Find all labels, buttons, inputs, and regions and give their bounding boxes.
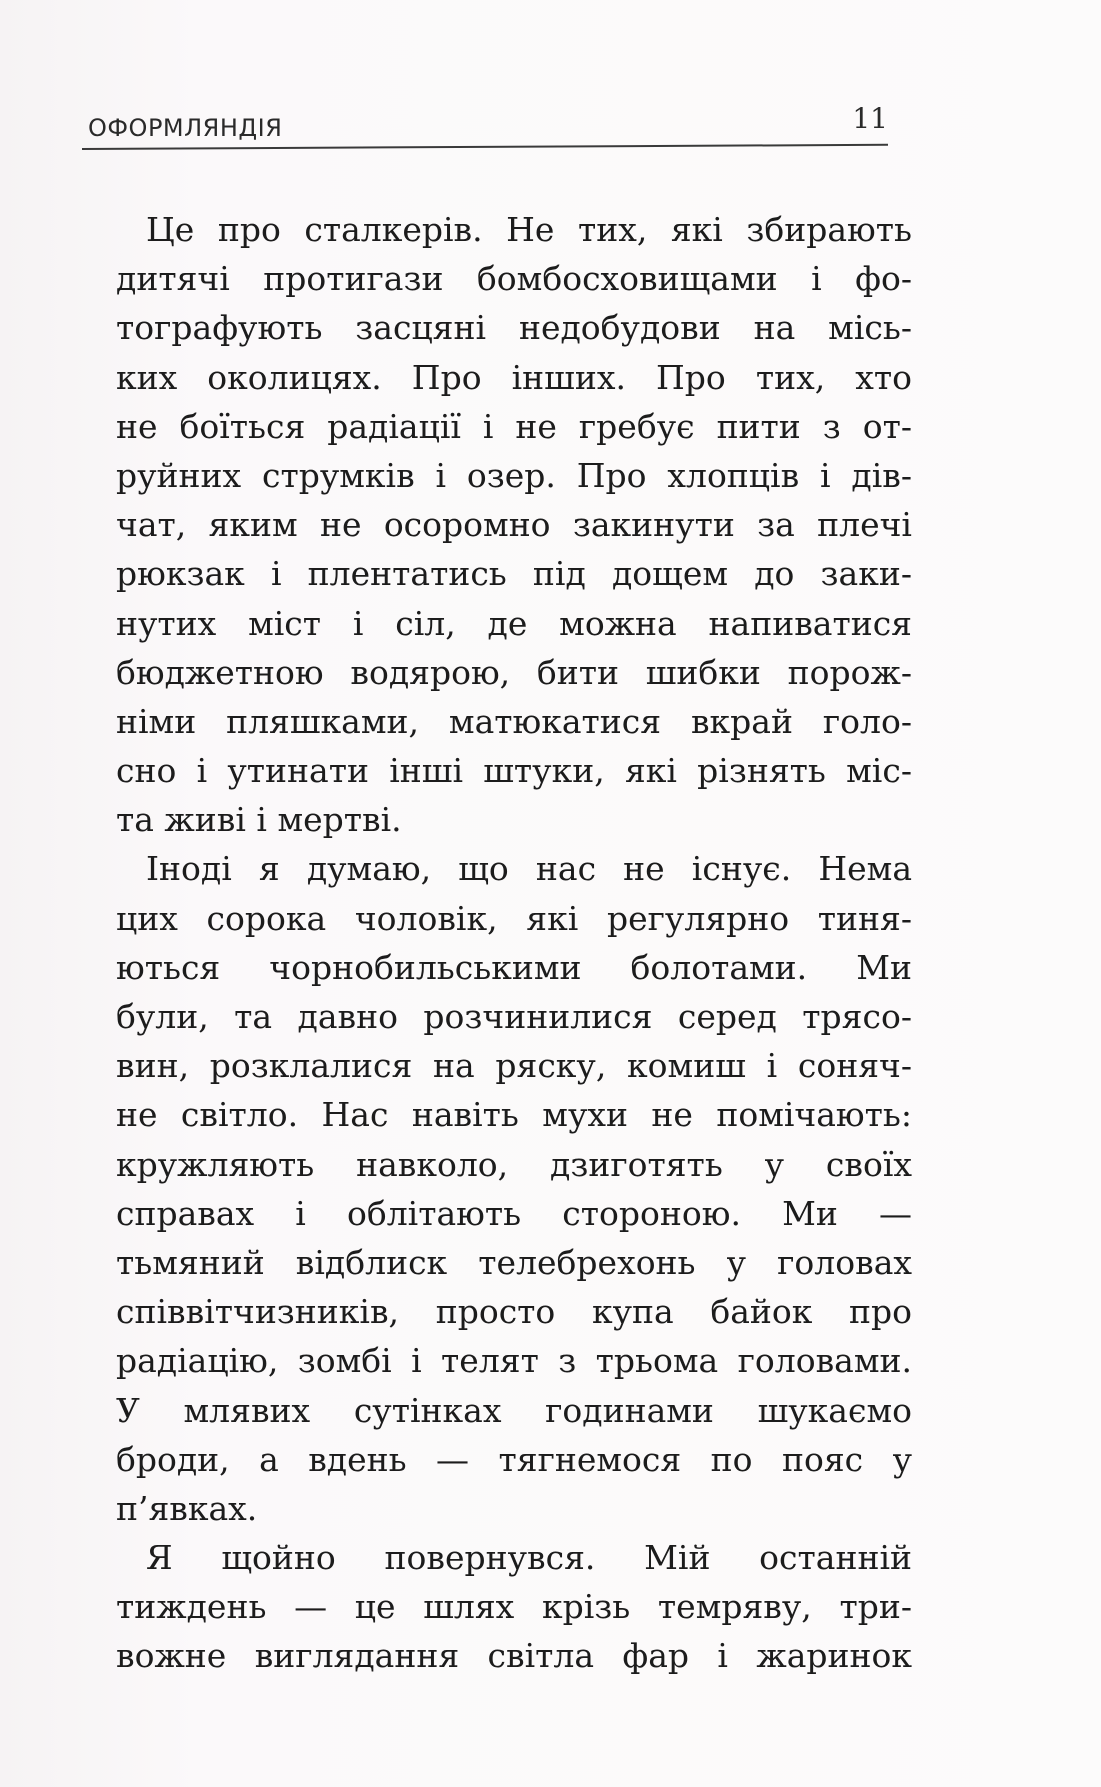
text-line: радіацію, зомбі і телят з трьома головами. [116,1341,912,1381]
text-line: броди, а вдень — тягнемося по пояс у [116,1439,912,1479]
text-line: сно і утинати інші штуки, які різнять міс- [116,751,912,791]
text-line: не боїться радіації і не гребує пити з от- [116,406,912,446]
text-line: Це про сталкерів. Не тих, які збирають [146,210,912,249]
paragraph-2 [116,844,912,1533]
body-text [116,205,912,1681]
text-line: руйних струмків і озер. Про хлопців і дів- [116,455,912,495]
paragraph-1 [116,205,912,844]
text-line: вожне виглядання світла фар і жаринок [116,1636,912,1676]
text-line: чат, яким не осоромно закинути за плечі [116,505,912,545]
text-line: тьмяний відблиск телебрехонь у головах [116,1242,912,1282]
running-head [88,100,888,148]
text-line: тиждень — це шлях крізь темряву, три- [116,1587,912,1627]
text-line: ких околицях. Про інших. Про тих, хто [116,357,912,397]
text-line: рюкзак і плентатись під дощем до заки- [116,554,912,594]
text-line: справах і облітають стороною. Ми — [116,1193,912,1233]
text-line: У млявих сутінках годинами шукаємо [116,1390,912,1430]
text-line: співвітчизників, просто купа байок про [116,1292,912,1332]
text-line: тографують засцяні недобудови на місь- [116,308,912,348]
text-line: бюджетною водярою, бити шибки порож- [116,652,912,692]
text-line: німи пляшками, матюкатися вкрай голо- [116,701,912,741]
text-line: п’явках. [116,1488,258,1528]
text-line: нутих міст і сіл, де можна напиватися [116,603,912,643]
text-line: кружляють навколо, дзиготять у своїх [116,1144,912,1184]
text-line: вин, розклалися на ряску, комиш і соняч- [116,1046,912,1086]
text-line: Іноді я думаю, що нас не існує. Нема [146,849,912,889]
paragraph-3 [116,1533,912,1681]
text-line: не світло. Нас навіть мухи не помічають: [116,1095,912,1135]
text-line: були, та давно розчинилися серед трясо- [116,997,912,1036]
text-line: цих сорока чоловік, які регулярно тиня- [116,898,912,938]
text-line: ються чорнобильськими болотами. Ми [116,947,912,987]
book-title: ОФОРМЛЯНДІЯ [88,114,283,142]
text-line: Я щойно повернувся. Мій останній [146,1538,912,1578]
text-line: та живі і мертві. [116,800,402,840]
page-number: 11 [852,102,888,135]
text-line: дитячі протигази бомбосховищами і фо- [116,259,912,299]
